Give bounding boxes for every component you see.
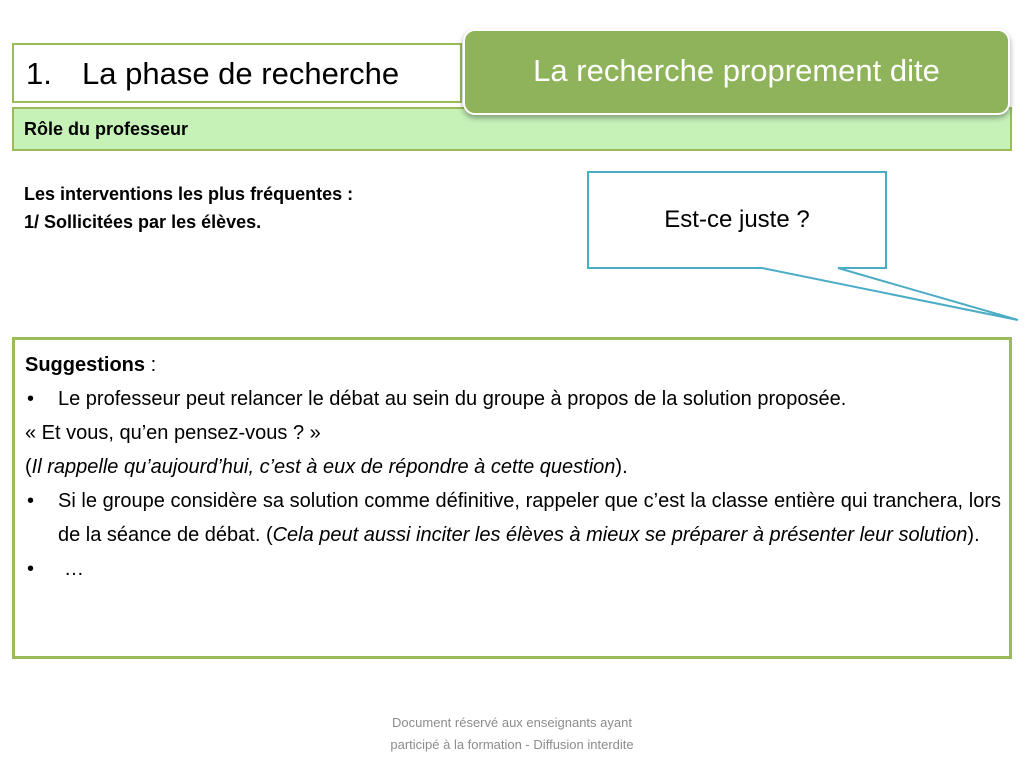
callout-text: Est-ce juste ?: [664, 206, 810, 233]
footer-line-1: Document réservé aux enseignants ayant: [392, 715, 632, 730]
footer-notice: [312, 712, 712, 756]
section-badge: La recherche proprement dite: [463, 29, 1010, 115]
list-item: • …: [27, 558, 84, 580]
suggestions-content: [25, 348, 1001, 586]
intro-line-2: 1/ Sollicitées par les élèves.: [24, 212, 262, 232]
list-item: • Si le groupe considère sa solution comme définitive, rappeler que c’est la classe entière qui tranchera, lors de la séance de débat. (Cela peut aussi inciter les élèves à mieux se préparer à présenter leur solution).: [27, 490, 1001, 546]
footer-line-2: participé à la formation - Diffusion interdite: [390, 737, 634, 752]
callout-shape: [0, 0, 1024, 340]
list-item: • Le professeur peut relancer le débat au sein du groupe à propos de la solution proposée.: [27, 388, 847, 410]
title-number: 1.: [26, 56, 52, 91]
subtitle-text: Rôle du professeur: [24, 119, 189, 139]
intro-line-1: Les interventions les plus fréquentes :: [24, 184, 354, 204]
suggestions-box: [12, 337, 1012, 659]
slide-title: La phase de recherche: [82, 56, 400, 91]
quote-line: « Et vous, qu’en pensez-vous ? »: [25, 422, 321, 444]
suggestions-heading: Suggestions :: [25, 354, 157, 376]
parenthetical-line: (Il rappelle qu’aujourd’hui, c’est à eux de répondre à cette question).: [25, 456, 628, 478]
